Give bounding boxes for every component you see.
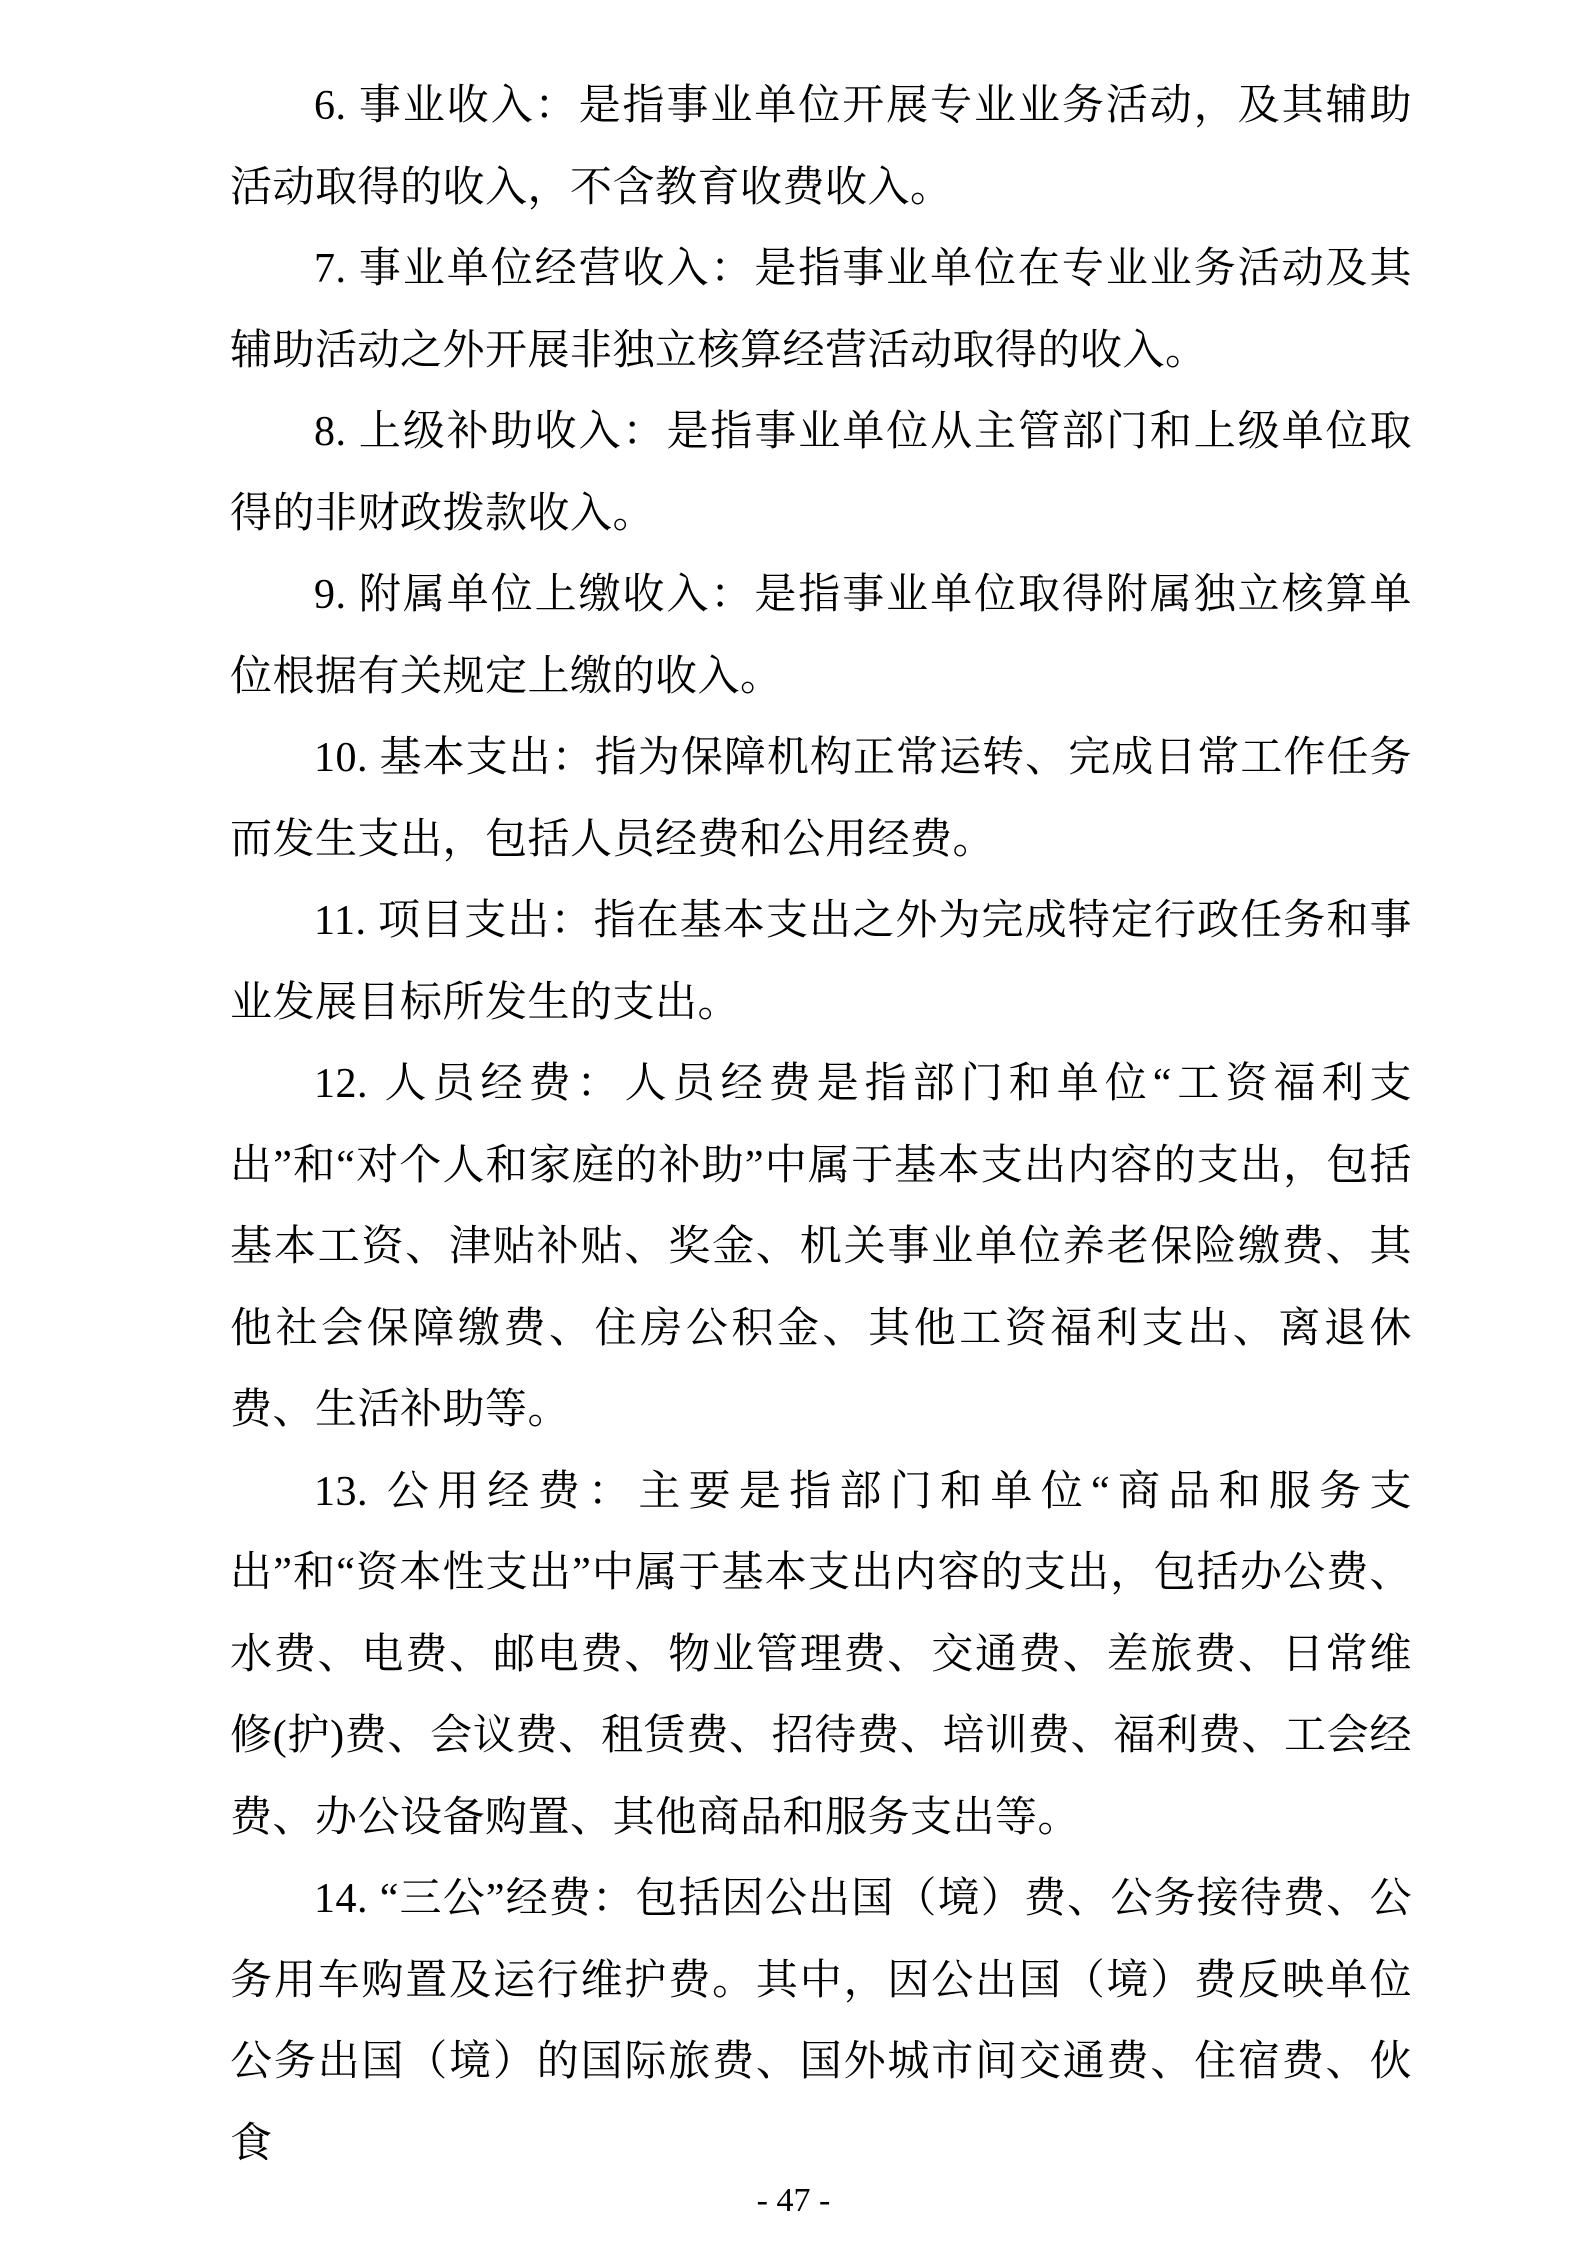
paragraph-item-11: 11. 项目支出：指在基本支出之外为完成特定行政任务和事业发展目标所发生的支出。 [230,898,1412,1026]
paragraph-item-8: 8. 上级补助收入：是指事业单位从主管部门和上级单位取得的非财政拨款收入。 [230,409,1412,537]
paragraph-item-9: 9. 附属单位上缴收入：是指事业单位取得附属独立核算单位根据有关规定上缴的收入。 [230,572,1412,700]
page-number: - 47 - [756,2182,831,2219]
paragraph-item-6: 6. 事业收入：是指事业单位开展专业业务活动，及其辅助活动取得的收入，不含教育收费收入。 [230,83,1412,211]
paragraph-item-13: 13. 公用经费：主要是指部门和单位“商品和服务支出”和“资本性支出”中属于基本支出内容的支出，包括办公费、水费、电费、邮电费、物业管理费、交通费、差旅费、日常维修(护)费、会议费、租赁费、招待费、培训费、福利费、工会经费、办公设备购置、其他商品和服务支出等。 [230,1468,1412,1841]
paragraph-item-14: 14. “三公”经费：包括因公出国（境）费、公务接待费、公务用车购置及运行维护费。其中，因公出国（境）费反映单位公务出国（境）的国际旅费、国外城市间交通费、住宿费、伙食 [230,1876,1412,2167]
paragraph-item-12: 12. 人员经费：人员经费是指部门和单位“工资福利支出”和“对个人和家庭的补助”中属于基本支出内容的支出，包括基本工资、津贴补贴、奖金、机关事业单位养老保险缴费、其他社会保障缴费、住房公积金、其他工资福利支出、离退休费、生活补助等。 [230,1061,1412,1433]
paragraph-item-7: 7. 事业单位经营收入：是指事业单位在专业业务活动及其辅助活动之外开展非独立核算经营活动取得的收入。 [230,246,1412,374]
paragraph-item-10: 10. 基本支出：指为保障机构正常运转、完成日常工作任务而发生支出，包括人员经费和公用经费。 [230,735,1412,863]
document-body [230,66,1412,2185]
